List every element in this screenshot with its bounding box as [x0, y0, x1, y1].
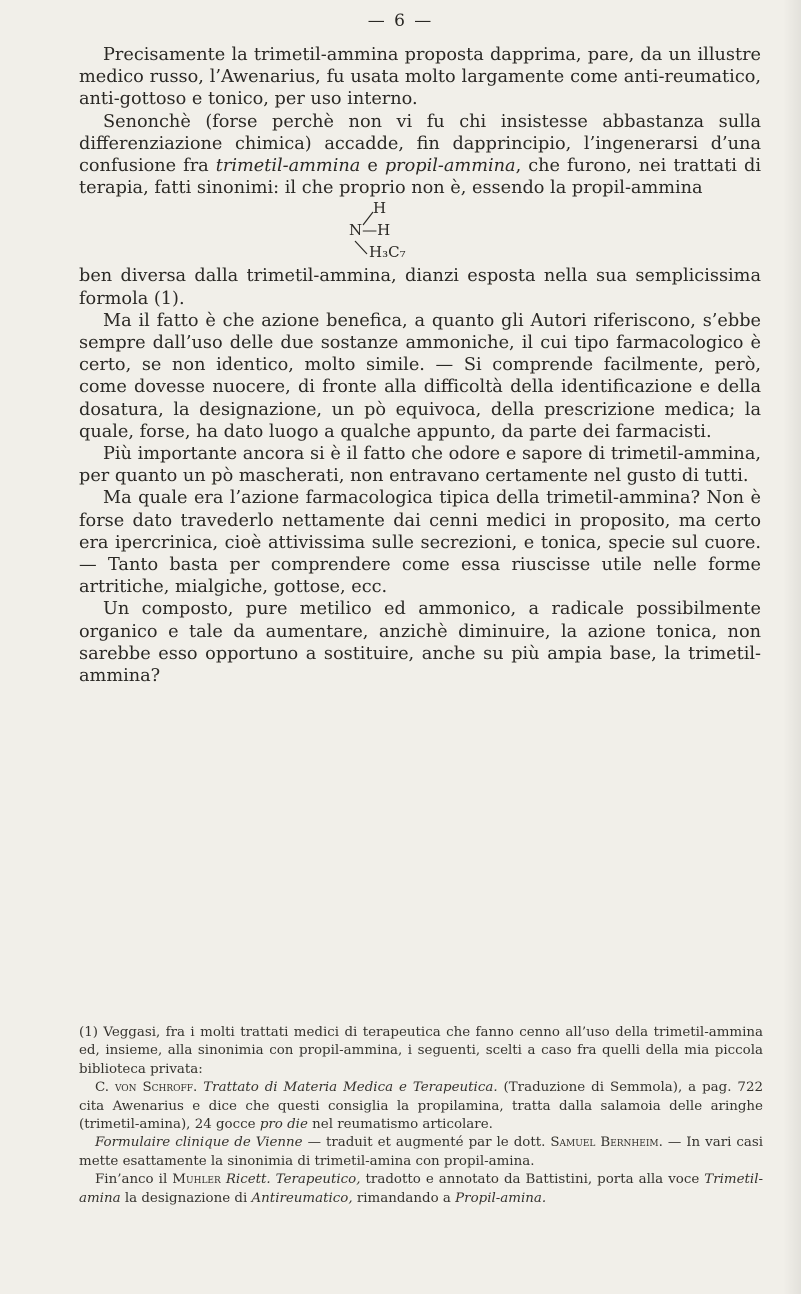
footnote-schroff-end: nel reumatismo articolare. [307, 1117, 493, 1133]
main-text [79, 44, 761, 687]
bond-lower [355, 241, 367, 254]
footnote-schroff-author: C. von Schroff. [95, 1080, 198, 1096]
footnote-formulaire-end: — In vari casi mette esattamente la sinonimia di trimetil-amina con propil-amina. [79, 1135, 763, 1169]
paragraph-7: Un composto, pure metilico ed ammonico, a radicale possibilmente organico e tale da aumentare, anzichè diminuire, la azione tonica, non sarebbe esso opportuno a sostituire, anche su più ampia base, la trimetil-ammina? [79, 599, 761, 687]
footnote-muhler-end: rimandando a [352, 1190, 456, 1206]
footnote-schroff-italic: pro die [259, 1117, 308, 1133]
paragraph-6: Ma quale era l’azione farmacologica tipica della trimetil-ammina? Non è forse dato travederlo nettamente dai cenni medici in proposito, ma certo era ipercrinica, cioè attivissima sulle secrezioni, e tonica, specie sul cuore. — Tanto basta per comprendere come essa riuscisse utile nelle forme artritiche, mialgiche, gottose, ecc. [79, 488, 761, 598]
term-propil-ammina: propil-ammina [384, 156, 516, 177]
paragraph-2 [79, 111, 761, 200]
footnote-muhler-voce: Trimetil-amina [79, 1172, 764, 1206]
footnote-muhler-title: Ricett. Terapeutico, [225, 1172, 361, 1188]
paragraph-2-text-b: , che furono, nei trattati di terapia, fatti sinonimi: il che proprio non è, essendo la propil-ammina [79, 156, 761, 199]
formula-hydrogen-top: H [373, 199, 387, 218]
footnote-schroff-text: (Traduzione di Semmola), a pag. 722 cita Awenarius e dice che questi consiglia la propilamina, tratta dalla salamoia delle aringhe (trimetil-amina), 24 gocce [79, 1080, 763, 1133]
paragraph-2-text-a: Senonchè (forse perchè non vi fu chi insistesse abbastanza sulla differenziazione chimica) accadde, fin dapprincipio, l’ingenerarsi d’una confusione fra [79, 111, 761, 177]
formula-nitrogen-hydrogen: N—H [349, 221, 391, 240]
page-number-header: — 6 — [367, 11, 434, 31]
footnote-schroff-title: Trattato di Materia Medica e Terapeutica. [203, 1080, 498, 1096]
paragraph-1: Precisamente la trimetil-ammina proposta dapprima, pare, da un illustre medico russo, l’Awenarius, fu usata molto largamente come anti-reumatico, anti-gottoso e tonico, per uso interno. [79, 45, 761, 110]
footnote-1: (1) Veggasi, fra i molti trattati medici di terapeutica che fanno cenno all’uso della trimetil-ammina ed, insieme, alla sinonimia con propil-ammina, i seguenti, scelti a caso fra quelli della mia piccola biblioteca privata: [79, 1025, 763, 1077]
footnote-formulaire-title: Formulaire clinique de Vienne [95, 1135, 303, 1151]
paragraph-3: ben diversa dalla trimetil-ammina, dianzi esposta nella sua semplicissima formola (1). [79, 266, 761, 309]
footnote-muhler-mid2: la designazione di [120, 1190, 252, 1206]
paragraph-2-conj: e [360, 156, 385, 177]
footnote-formulaire-author: Samuel Bernheim. [550, 1135, 663, 1151]
footnote-muhler-start: Fin’anco il [95, 1172, 173, 1188]
term-trimetil-ammina: trimetil-ammina [215, 156, 361, 177]
page-edge-shadow [783, 0, 801, 1294]
footnote-muhler-author: Muhler [172, 1172, 221, 1188]
footnote-muhler-mid: tradotto e annotato da Battistini, porta alla voce [360, 1172, 705, 1188]
footnote-muhler-anti: Antireumatico, [251, 1190, 353, 1206]
formula-radical: H₃C₇ [369, 243, 406, 262]
paragraph-4: Ma il fatto è che azione benefica, a quanto gli Autori riferiscono, s’ebbe sempre dall’uso delle due sostanze ammoniche, il cui tipo farmacologico è certo, se non identico, molto simile. — Si comprende facilmente, però, come dovesse nuocere, di fronte alla difficoltà della identificazione e della dosatura, la designazione, un pò equivoca, della prescrizione medica; la quale, forse, ha dato luogo a qualche appunto, da parte dei farmacisti. [79, 310, 761, 442]
footnote-schroff [79, 1079, 763, 1134]
footnote-formulaire [79, 1134, 763, 1171]
chemical-formula [349, 199, 761, 265]
paragraph-5: Più importante ancora si è il fatto che odore e sapore di trimetil-ammina, per quanto un pò mascherati, non entravano certamente nel gusto di tutti. [79, 444, 761, 487]
footnotes [79, 1024, 763, 1208]
footnote-muhler-final: Propil-amina. [455, 1190, 547, 1206]
footnote-formulaire-text: — traduit et augmenté par le dott. [302, 1135, 551, 1151]
footnote-muhler [79, 1171, 763, 1208]
